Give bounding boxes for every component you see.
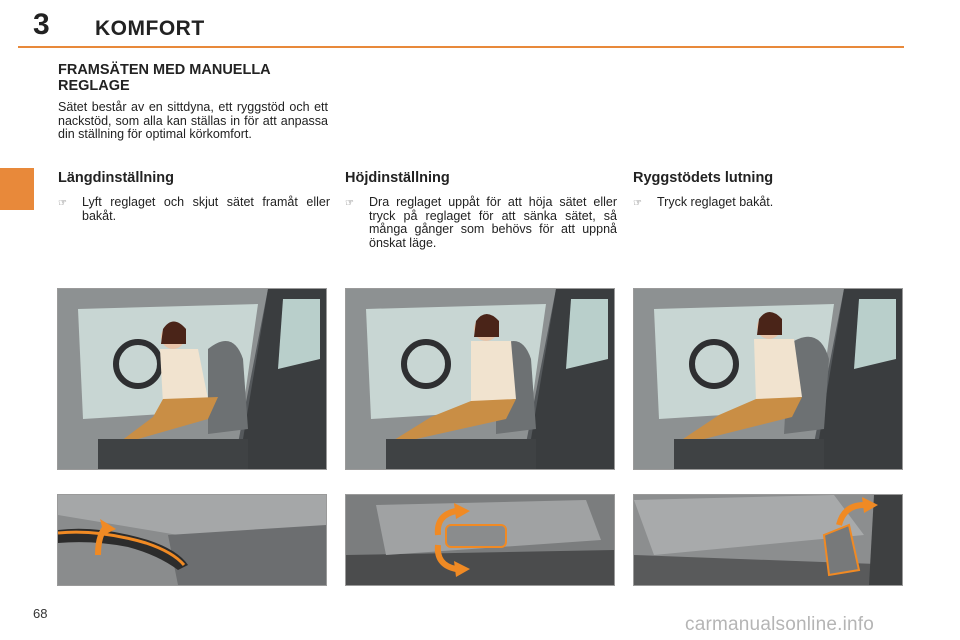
column-heading: Längdinställning: [58, 170, 174, 186]
height-lever-detail: [345, 494, 615, 586]
instruction-text: Lyft reglaget och skjut sätet framåt eller bakåt.: [82, 195, 330, 223]
section-intro: Sätet består av en sittdyna, ett ryggstöd och ett nackstöd, som alla kan ställas in för att anpassa din ställning för optimal körkomfort.: [58, 100, 328, 141]
instruction-bullet: [58, 196, 330, 223]
pointing-hand-icon: ☞: [58, 198, 67, 209]
chapter-number: 3: [33, 8, 50, 41]
instruction-bullet: [345, 196, 617, 250]
section-title: FRAMSÄTEN MED MANUELLA REGLAGE: [58, 62, 271, 94]
length-lever-detail: [57, 494, 327, 586]
instruction-text: Tryck reglaget bakåt.: [657, 195, 774, 209]
driver-seat-photo-height: [345, 288, 615, 470]
instruction-text: Dra reglaget uppåt för att höja sätet eller tryck på reglaget för att sänka sätet, så många gånger som behövs för att uppnå önskat läge.: [369, 195, 617, 250]
page-number: 68: [33, 606, 48, 621]
chapter-title: KOMFORT: [95, 17, 205, 40]
chapter-side-tab: [0, 168, 34, 210]
pointing-hand-icon: ☞: [633, 198, 642, 209]
backrest-lever-detail: [633, 494, 903, 586]
column-heading: Höjdinställning: [345, 170, 450, 186]
instruction-bullet: [633, 196, 905, 211]
header-rule: [18, 46, 904, 48]
column-heading: Ryggstödets lutning: [633, 170, 774, 186]
pointing-hand-icon: ☞: [345, 198, 354, 209]
driver-seat-photo-length: [57, 288, 327, 470]
column-height-adjustment: [345, 170, 617, 250]
column-length-adjustment: [58, 170, 330, 223]
driver-seat-photo-backrest: [633, 288, 903, 470]
watermark: carmanualsonline.info: [685, 614, 875, 635]
column-backrest-tilt: [633, 170, 905, 211]
